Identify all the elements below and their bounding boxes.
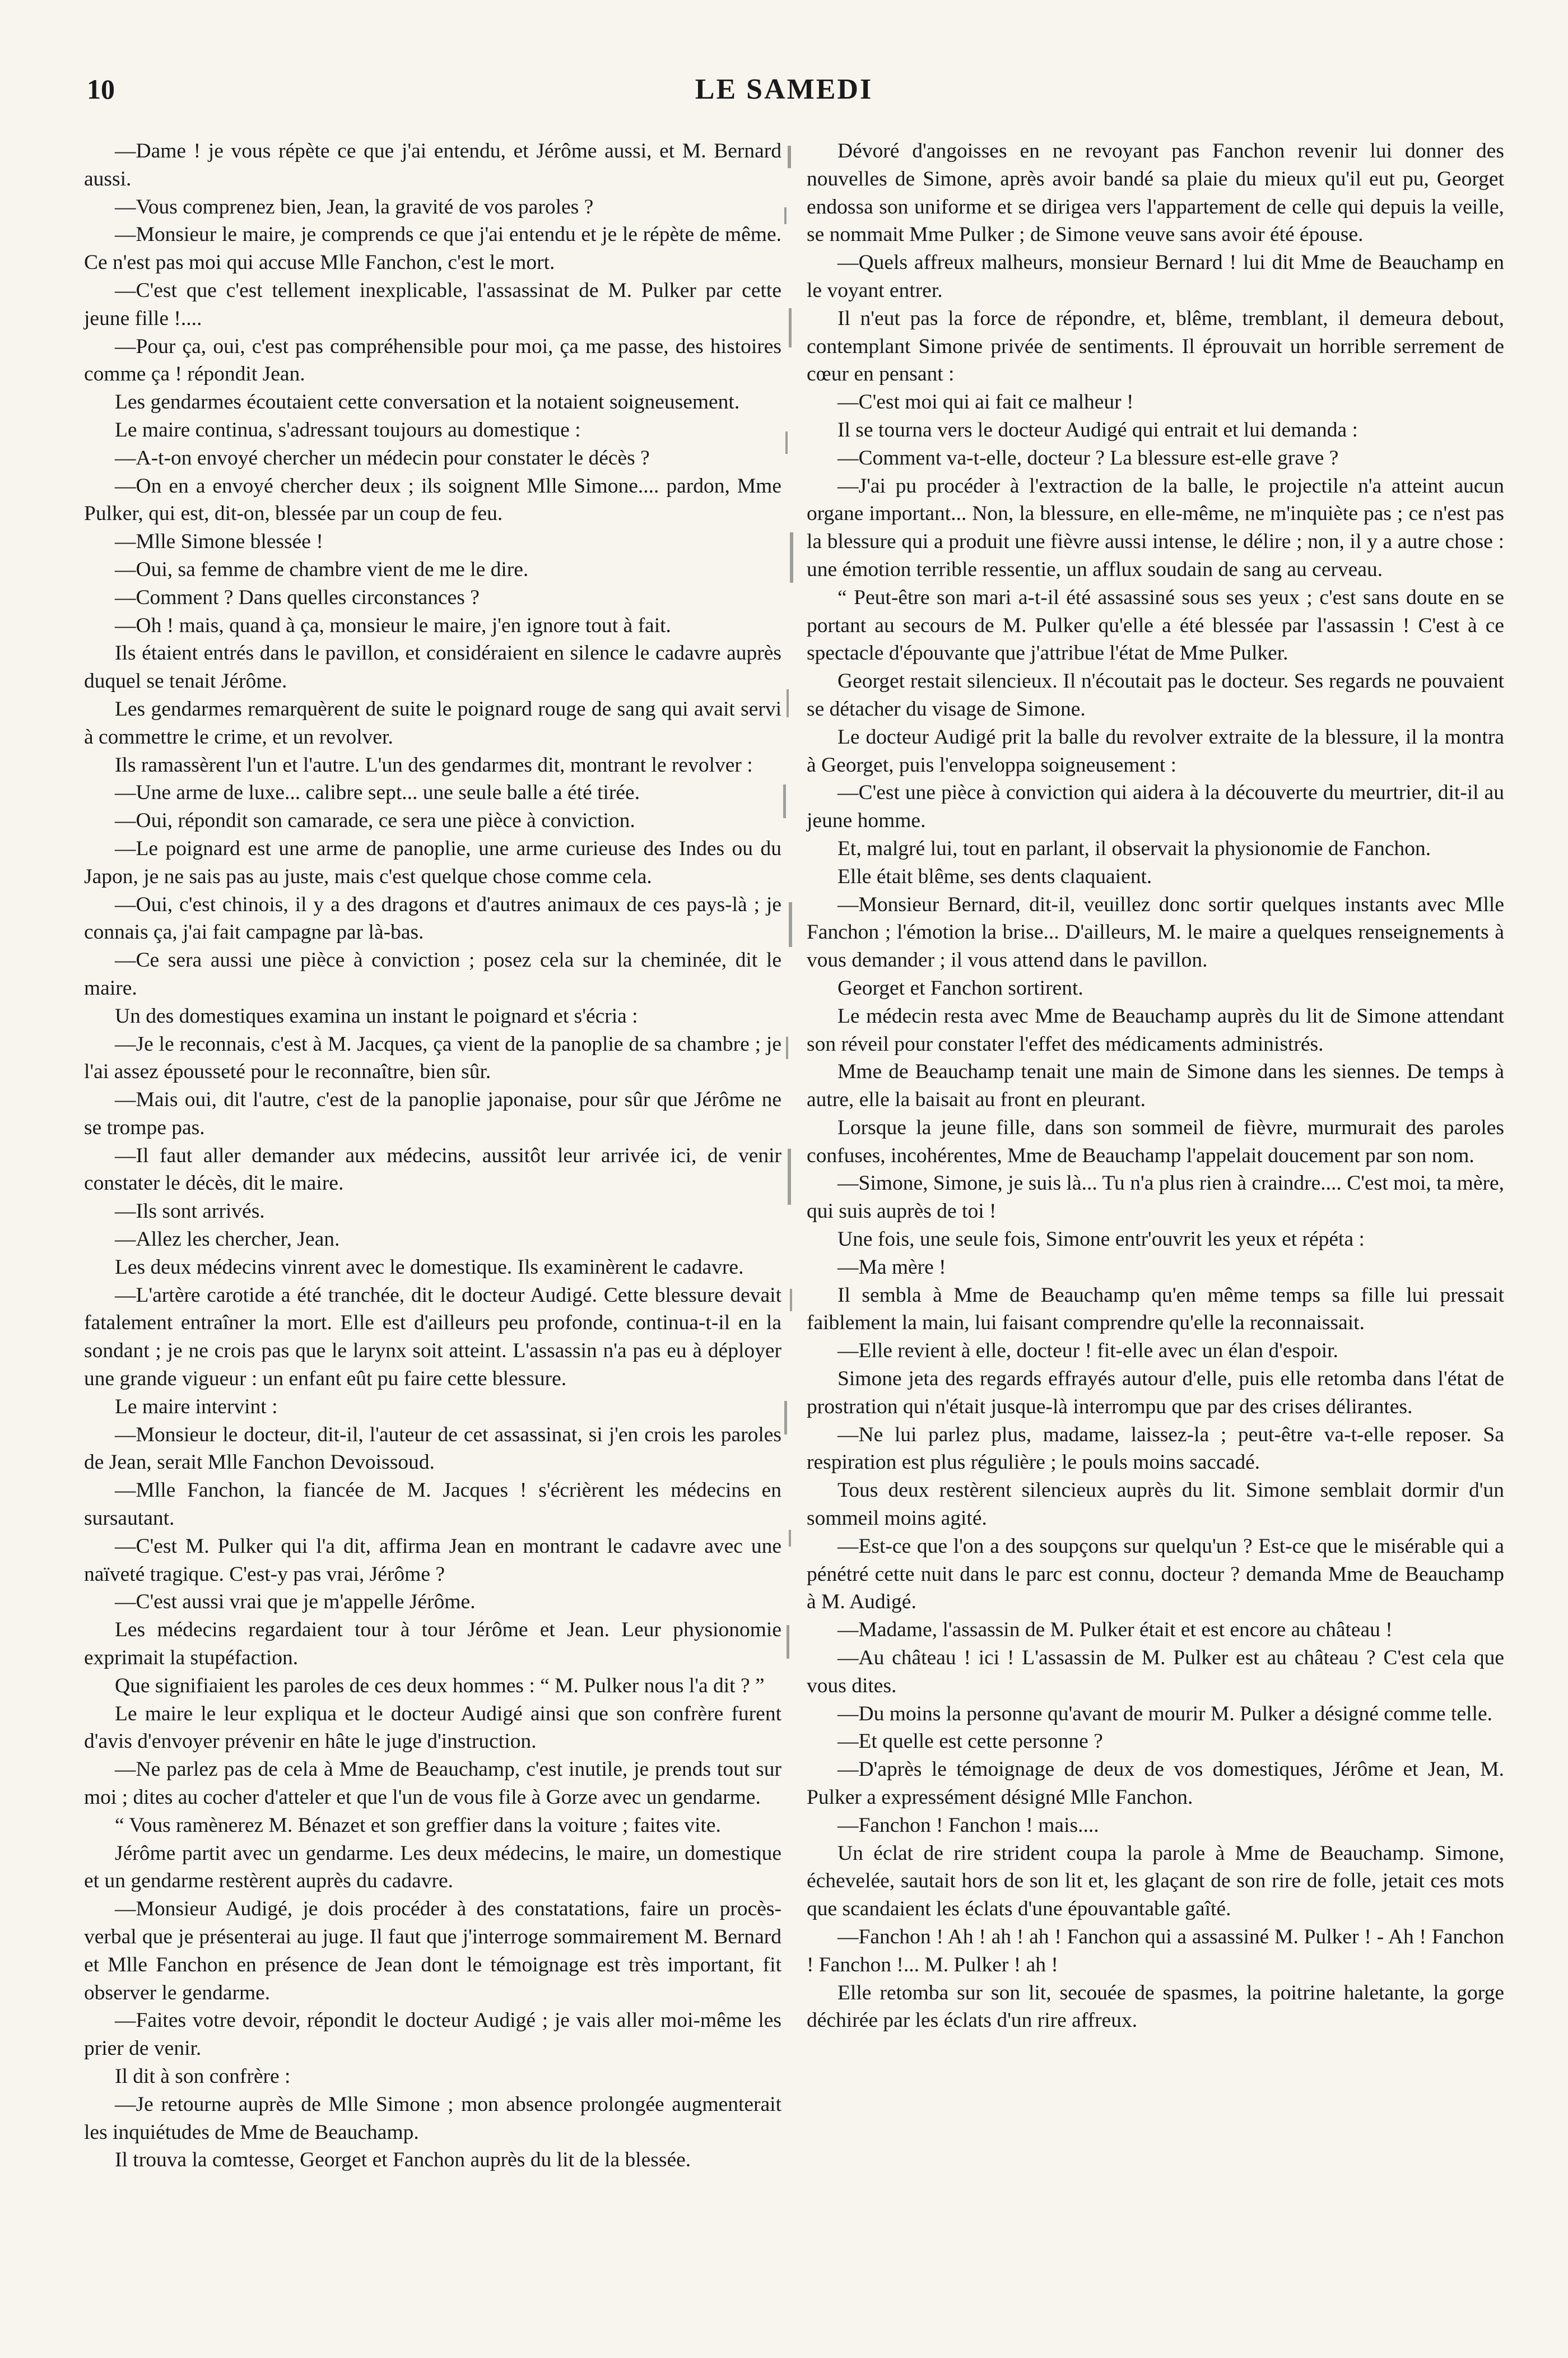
paragraph: Georget et Fanchon sortirent. bbox=[837, 976, 1083, 1000]
paragraph: Le médecin resta avec Mme de Beauchamp auprès du lit de Simone attendant son réveil pour constater l'effet des médicaments administrés. bbox=[807, 1004, 1504, 1056]
paragraph: —Ne parlez pas de cela à Mme de Beauchamp, c'est inutile, je prends tout sur moi ; dites au cocher d'atteler et que l'un de vous file à Gorze avec un gendarme. bbox=[84, 1758, 781, 1809]
paragraph: —C'est que c'est tellement inexplicable, l'assassinat de M. Pulker par cette jeune fille !.... bbox=[84, 278, 781, 330]
paragraph: Une fois, une seule fois, Simone entr'ouvrit les yeux et répéta : bbox=[837, 1228, 1365, 1251]
paragraph: —Ils sont arrivés. bbox=[115, 1200, 265, 1223]
paragraph: —Le poignard est une arme de panoplie, une arme curieuse des Indes ou du Japon, je ne sais pas au juste, mais c'est quelque chose comme cela. bbox=[84, 837, 781, 888]
paragraph: —J'ai pu procéder à l'extraction de la balle, le projectile n'a atteint aucun organe important... Non, la blessure, en elle-même, ne m'inquiète pas ; ce n'est pas la blessure qui a produit une fièvre aussi intense, le délire ; non, il y a autre chose : une émotion terrible ressentie, un afflux soudain de sang au cerveau. bbox=[807, 474, 1504, 581]
paragraph: Le docteur Audigé prit la balle du revolver extraite de la blessure, il la montra à Georget, puis l'enveloppa soigneusement : bbox=[807, 725, 1504, 777]
paragraph: —Ne lui parlez plus, madame, laissez-la ; peut-être va-t-elle reposer. Sa respiration est plus régulière ; le pouls moins saccadé. bbox=[807, 1423, 1504, 1474]
paragraph: —Faites votre devoir, répondit le docteur Audigé ; je vais aller moi-même les prier de venir. bbox=[84, 2009, 781, 2060]
paragraph: Les gendarmes remarquèrent de suite le poignard rouge de sang qui avait servi à commettre le crime, et un revolver. bbox=[84, 697, 781, 749]
paragraph: —Ma mère ! bbox=[837, 1255, 946, 1279]
paragraph: Il dit à son confrère : bbox=[115, 2064, 291, 2088]
paragraph: —C'est une pièce à conviction qui aidera à la découverte du meurtrier, dit-il au jeune homme. bbox=[807, 781, 1504, 833]
paragraph: Simone jeta des regards effrayés autour d'elle, puis elle retomba dans l'état de prostration qui n'était jusque-là interrompu que par des crises délirantes. bbox=[807, 1367, 1504, 1418]
paragraph: —C'est M. Pulker qui l'a dit, affirma Jean en montrant le cadavre avec une naïveté tragique. C'est-y pas vrai, Jérôme ? bbox=[84, 1534, 781, 1586]
paragraph: —Est-ce que l'on a des soupçons sur quelqu'un ? Est-ce que le misérable qui a pénétré cette nuit dans le parc est connu, docteur ? demanda Mme de Beauchamp à M. Audigé. bbox=[807, 1534, 1504, 1614]
paragraph: —Oh ! mais, quand à ça, monsieur le maire, j'en ignore tout à fait. bbox=[115, 614, 671, 637]
paragraph: Tous deux restèrent silencieux auprès du lit. Simone semblait dormir d'un sommeil moins agité. bbox=[807, 1479, 1504, 1530]
paragraph: “ Peut-être son mari a-t-il été assassiné sous ses yeux ; c'est sans doute en se portant au secours de M. Pulker qu'elle a été blessée par l'assassin ! C'est à ce spectacle d'épouvante que j'attribue l'état de Mme Pulker. bbox=[807, 586, 1504, 665]
paragraph: Le maire continua, s'adressant toujours au domestique : bbox=[115, 418, 581, 442]
paragraph: —Je le reconnais, c'est à M. Jacques, ça vient de la panoplie de sa chambre ; je l'ai assez épousseté pour le reconnaître, bien sûr. bbox=[84, 1032, 781, 1084]
paragraph: Il se tourna vers le docteur Audigé qui entrait et lui demanda : bbox=[837, 418, 1358, 442]
paragraph: —Mlle Simone blessée ! bbox=[115, 530, 323, 554]
paragraph: —C'est aussi vrai que je m'appelle Jérôme. bbox=[115, 1590, 476, 1614]
paragraph: —Mais oui, dit l'autre, c'est de la panoplie japonaise, pour sûr que Jérôme ne se trompe pas. bbox=[84, 1088, 781, 1139]
paragraph: Un éclat de rire strident coupa la parole à Mme de Beauchamp. Simone, échevelée, sautait hors de son lit et, les glaçant de son rire de folle, jetait ces mots que scandaient les éclats d'une épouvantable gaîté. bbox=[807, 1841, 1504, 1921]
paragraph: Le maire intervint : bbox=[115, 1395, 278, 1418]
paragraph: Il trouva la comtesse, Georget et Fanchon auprès du lit de la blessée. bbox=[115, 2148, 691, 2172]
page-header bbox=[0, 0, 1568, 129]
paragraph: —Au château ! ici ! L'assassin de M. Pulker est au château ? C'est cela que vous dites. bbox=[807, 1646, 1504, 1697]
paragraph: —Une arme de luxe... calibre sept... une seule balle a été tirée. bbox=[115, 781, 640, 805]
paragraph: —A-t-on envoyé chercher un médecin pour constater le décès ? bbox=[115, 446, 650, 470]
paragraph: —Fanchon ! Ah ! ah ! ah ! Fanchon qui a assassiné M. Pulker ! - Ah ! Fanchon ! Fanchon !... M. Pulker ! ah ! bbox=[807, 1925, 1504, 1976]
paragraph: —Et quelle est cette personne ? bbox=[837, 1730, 1103, 1753]
paragraph: Il n'eut pas la force de répondre, et, blême, tremblant, il demeura debout, contemplant Simone privée de sentiments. Il éprouvait un horrible serrement de cœur en pensant : bbox=[807, 307, 1504, 386]
paragraph: Les gendarmes écoutaient cette conversation et la notaient soigneusement. bbox=[115, 391, 740, 414]
paragraph: —D'après le témoignage de deux de vos domestiques, Jérôme et Jean, M. Pulker a expressément désigné Mlle Fanchon. bbox=[807, 1758, 1504, 1809]
paragraph: Les deux médecins vinrent avec le domestique. Ils examinèrent le cadavre. bbox=[115, 1255, 744, 1279]
paragraph: Elle retomba sur son lit, secouée de spasmes, la poitrine haletante, la gorge déchirée par les éclats d'un rire affreux. bbox=[807, 1981, 1504, 2032]
paragraph: —Monsieur le docteur, dit-il, l'auteur de cet assassinat, si j'en crois les paroles de Jean, serait Mlle Fanchon Devoissoud. bbox=[84, 1423, 781, 1474]
paragraph: —Monsieur le maire, je comprends ce que j'ai entendu et je le répète de même. Ce n'est pas moi qui accuse Mlle Fanchon, c'est le mort. bbox=[84, 223, 781, 275]
running-title: LE SAMEDI bbox=[695, 73, 873, 105]
paragraph: —Simone, Simone, je suis là... Tu n'a plus rien à craindre.... C'est moi, ta mère, qui suis auprès de toi ! bbox=[807, 1172, 1504, 1223]
paragraph: —Comment va-t-elle, docteur ? La blessure est-elle grave ? bbox=[837, 446, 1339, 470]
paragraph: —Dame ! je vous répète ce que j'ai entendu, et Jérôme aussi, et M. Bernard aussi. bbox=[84, 140, 781, 191]
page-number: 10 bbox=[87, 73, 115, 105]
paragraph: Georget restait silencieux. Il n'écoutait pas le docteur. Ses regards ne pouvaient se détacher du visage de Simone. bbox=[807, 670, 1504, 721]
paragraph: Un des domestiques examina un instant le poignard et s'écria : bbox=[115, 1004, 638, 1028]
paragraph: Ils ramassèrent l'un et l'autre. L'un des gendarmes dit, montrant le revolver : bbox=[115, 753, 753, 777]
paragraph: —Il faut aller demander aux médecins, aussitôt leur arrivée ici, de venir constater le décès, dit le maire. bbox=[84, 1144, 781, 1195]
paragraph: —Oui, répondit son camarade, ce sera une pièce à conviction. bbox=[115, 809, 635, 833]
paragraph: —Quels affreux malheurs, monsieur Bernard ! lui dit Mme de Beauchamp en le voyant entrer. bbox=[807, 251, 1504, 302]
paragraph: Dévoré d'angoisses en ne revoyant pas Fanchon revenir lui donner des nouvelles de Simone, après avoir bandé sa plaie du mieux qu'il eut pu, Georget endossa son uniforme et se dirigea vers l'appartement de celle qui depuis la veille, se nommait Mme Pulker ; de Simone veuve sans avoir été épouse. bbox=[807, 140, 1504, 247]
paragraph: —Madame, l'assassin de M. Pulker était et est encore au château ! bbox=[837, 1618, 1393, 1642]
paragraph: Ils étaient entrés dans le pavillon, et considéraient en silence le cadavre auprès duquel se tenait Jérôme. bbox=[84, 642, 781, 693]
paragraph: Mme de Beauchamp tenait une main de Simone dans les siennes. De temps à autre, elle la baisait au front en pleurant. bbox=[807, 1060, 1504, 1112]
paragraph: Jérôme partit avec un gendarme. Les deux médecins, le maire, un domestique et un gendarme restèrent auprès du cadavre. bbox=[84, 1841, 781, 1893]
article-column-left bbox=[84, 137, 781, 2174]
paragraph: —Je retourne auprès de Mlle Simone ; mon absence prolongée augmenterait les inquiétudes de Mme de Beauchamp. bbox=[84, 2092, 781, 2144]
paragraph: “ Vous ramènerez M. Bénazet et son greffier dans la voiture ; faites vite. bbox=[115, 1813, 721, 1837]
paragraph: —L'artère carotide a été tranchée, dit le docteur Audigé. Cette blessure devait fatalement entraîner la mort. Elle est d'ailleurs peu profonde, continua-t-il en la sondant ; je ne crois pas que le larynx soit atteint. L'assassin n'a pas eu à déployer une grande vigueur : un enfant eût pu faire cette blessure. bbox=[84, 1283, 781, 1391]
paragraph: —Vous comprenez bien, Jean, la gravité de vos paroles ? bbox=[115, 195, 594, 219]
paragraph: Lorsque la jeune fille, dans son sommeil de fièvre, murmurait des paroles confuses, incohérentes, Mme de Beauchamp l'appelait doucement par son nom. bbox=[807, 1116, 1504, 1167]
paragraph: —Oui, c'est chinois, il y a des dragons et d'autres animaux de ces pays-là ; je connais ça, j'ai fait campagne par là-bas. bbox=[84, 893, 781, 944]
paragraph: Et, malgré lui, tout en parlant, il observait la physionomie de Fanchon. bbox=[837, 837, 1431, 860]
paragraph: Les médecins regardaient tour à tour Jérôme et Jean. Leur physionomie exprimait la stupéfaction. bbox=[84, 1618, 781, 1670]
paragraph: —Elle revient à elle, docteur ! fit-elle avec un élan d'espoir. bbox=[837, 1339, 1338, 1363]
article-column-right bbox=[807, 137, 1504, 2035]
paragraph: Le maire le leur expliqua et le docteur Audigé ainsi que son confrère furent d'avis d'envoyer prévenir en hâte le juge d'instruction. bbox=[84, 1702, 781, 1753]
paragraph: —Pour ça, oui, c'est pas compréhensible pour moi, ça me passe, des histoires comme ça ! répondit Jean. bbox=[84, 335, 781, 386]
paragraph: —Mlle Fanchon, la fiancée de M. Jacques ! s'écrièrent les médecins en sursautant. bbox=[84, 1479, 781, 1530]
paragraph: —Du moins la personne qu'avant de mourir M. Pulker a désigné comme telle. bbox=[837, 1702, 1492, 1725]
paragraph: —Monsieur Bernard, dit-il, veuillez donc sortir quelques instants avec Mlle Fanchon ; l'émotion la brise... D'ailleurs, M. le maire a quelques renseignements à vous demander ; il vous attend dans le pavillon. bbox=[807, 893, 1504, 972]
paragraph: —Comment ? Dans quelles circonstances ? bbox=[115, 586, 480, 609]
paragraph: —C'est moi qui ai fait ce malheur ! bbox=[837, 391, 1134, 414]
paragraph: Elle était blême, ses dents claquaient. bbox=[837, 865, 1152, 888]
paragraph: —On en a envoyé chercher deux ; ils soignent Mlle Simone.... pardon, Mme Pulker, qui est, dit-on, blessée par un coup de feu. bbox=[84, 474, 781, 526]
paragraph: —Ce sera aussi une pièce à conviction ; posez cela sur la cheminée, dit le maire. bbox=[84, 949, 781, 1000]
paragraph: —Monsieur Audigé, je dois procéder à des constatations, faire un procès-verbal que je présenterai au juge. Il faut que j'interroge sommairement M. Bernard et Mlle Fanchon en présence de Jean dont le témoignage est très important, fit observer le gendarme. bbox=[84, 1897, 781, 2004]
paragraph: —Allez les chercher, Jean. bbox=[115, 1228, 340, 1251]
paragraph: —Fanchon ! Fanchon ! mais.... bbox=[837, 1813, 1099, 1837]
paragraph: Il sembla à Mme de Beauchamp qu'en même temps sa fille lui pressait faiblement la main, lui faisant comprendre qu'elle la reconnaissait. bbox=[807, 1283, 1504, 1335]
paragraph: —Oui, sa femme de chambre vient de me le dire. bbox=[115, 558, 529, 581]
paragraph: Que signifiaient les paroles de ces deux hommes : “ M. Pulker nous l'a dit ? ” bbox=[115, 1674, 765, 1697]
